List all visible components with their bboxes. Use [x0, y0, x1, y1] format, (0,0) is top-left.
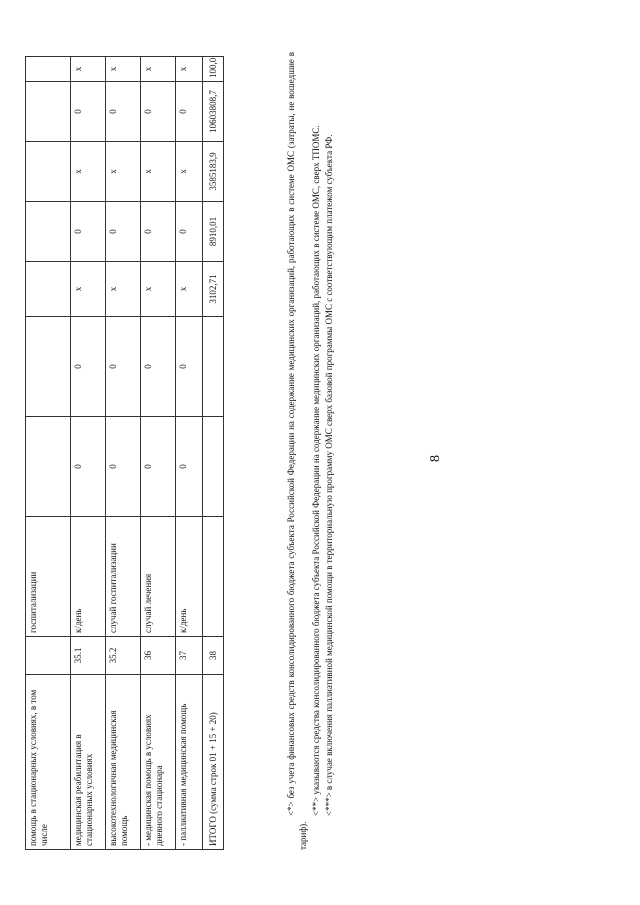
table-cell-c6: 3102,71 [203, 262, 224, 317]
table-cell-name: - паллиативная медицинская помощь [176, 675, 203, 850]
table-cell-unit: к/день [71, 517, 106, 637]
table-cell-c10: 100,0 [203, 57, 224, 82]
table-cell-c8: x [106, 142, 141, 202]
table-cell-c10 [26, 57, 71, 82]
table-cell-c6: x [106, 262, 141, 317]
table-cell-c7: 0 [141, 202, 176, 262]
table-cell-c9 [26, 82, 71, 142]
table-cell-c10: x [106, 57, 141, 82]
table-cell-c7 [26, 202, 71, 262]
data-table [25, 56, 224, 850]
table-cell-c8: x [71, 142, 106, 202]
table-cell-line: 35.2 [106, 637, 141, 675]
table-cell-c7: 0 [71, 202, 106, 262]
table-row [26, 57, 71, 850]
table-cell-c4: 0 [141, 417, 176, 517]
table-cell-c7: 8910,01 [203, 202, 224, 262]
table-cell-c5: 0 [71, 317, 106, 417]
table-cell-c9: 0 [106, 82, 141, 142]
table-cell-name: помощь в стационарных условиях, в том числе [26, 675, 71, 850]
footnote-3: <***> в случае включения паллиативной медицинской помощи в территориальную программу ОМС сверх базовой программы ОМС с соответствующим платежом субъекта РФ. [324, 134, 335, 816]
table-cell-line [26, 637, 71, 675]
table-cell-c6: x [141, 262, 176, 317]
table-cell-c10: x [176, 57, 203, 82]
table-cell-c4: 0 [71, 417, 106, 517]
table-cell-c8: x [176, 142, 203, 202]
table-cell-name: - медицинская помощь в условиях дневного стационара [141, 675, 176, 850]
footnotes [285, 52, 337, 850]
table-cell-c4: 0 [176, 417, 203, 517]
table-cell-line: 38 [203, 637, 224, 675]
table-row [71, 57, 106, 850]
table-cell-line: 35.1 [71, 637, 106, 675]
table-cell-c6: x [176, 262, 203, 317]
table-cell-unit: госпитализации [26, 517, 71, 637]
table-row [203, 57, 224, 850]
table-cell-name: медицинская реабилитация в стационарных условиях [71, 675, 106, 850]
table-row [106, 57, 141, 850]
page-number: 8 [428, 455, 443, 462]
table-cell-c5: 0 [141, 317, 176, 417]
table-cell-unit: случай госпитализации [106, 517, 141, 637]
table-row [176, 57, 203, 850]
table-cell-c9: 0 [141, 82, 176, 142]
table-cell-c9: 10603808,7 [203, 82, 224, 142]
table-cell-unit: случай лечения [141, 517, 176, 637]
table-cell-c4: 0 [106, 417, 141, 517]
table-cell-c6: x [71, 262, 106, 317]
table-cell-c4 [203, 417, 224, 517]
table-cell-c8: x [141, 142, 176, 202]
table-cell-unit [203, 517, 224, 637]
footnote-1: <*> без учета финансовых средств консолидированного бюджета субъекта Российской Федерации на содержание медицинских организаций, работающих в системе ОМС (затраты, не вошедшие в тариф). [286, 52, 309, 850]
table-cell-name: ИТОГО (сумма строк 01 + 15 + 20) [203, 675, 224, 850]
table-cell-c10: x [71, 57, 106, 82]
table-cell-c5 [203, 317, 224, 417]
table-cell-c7: 0 [176, 202, 203, 262]
table-cell-c8 [26, 142, 71, 202]
table-cell-c7: 0 [106, 202, 141, 262]
table-cell-unit: к/день [176, 517, 203, 637]
table-cell-c6 [26, 262, 71, 317]
table-cell-c10: x [141, 57, 176, 82]
table-cell-c9: 0 [71, 82, 106, 142]
table-cell-c5: 0 [176, 317, 203, 417]
table-cell-line: 37 [176, 637, 203, 675]
table-row [141, 57, 176, 850]
table-cell-name: высокотехнологичная медицинская помощь [106, 675, 141, 850]
footnote-2: <**> указываются средства консолидированного бюджета субъекта Российской Федерации на содержание медицинских организаций, работающих в системе ОМС, сверх ТПОМС. [311, 125, 322, 816]
table-cell-c4 [26, 417, 71, 517]
table-cell-c9: 0 [176, 82, 203, 142]
table-cell-line: 36 [141, 637, 176, 675]
table-cell-c8: 3585183,9 [203, 142, 224, 202]
table-cell-c5 [26, 317, 71, 417]
table-cell-c5: 0 [106, 317, 141, 417]
